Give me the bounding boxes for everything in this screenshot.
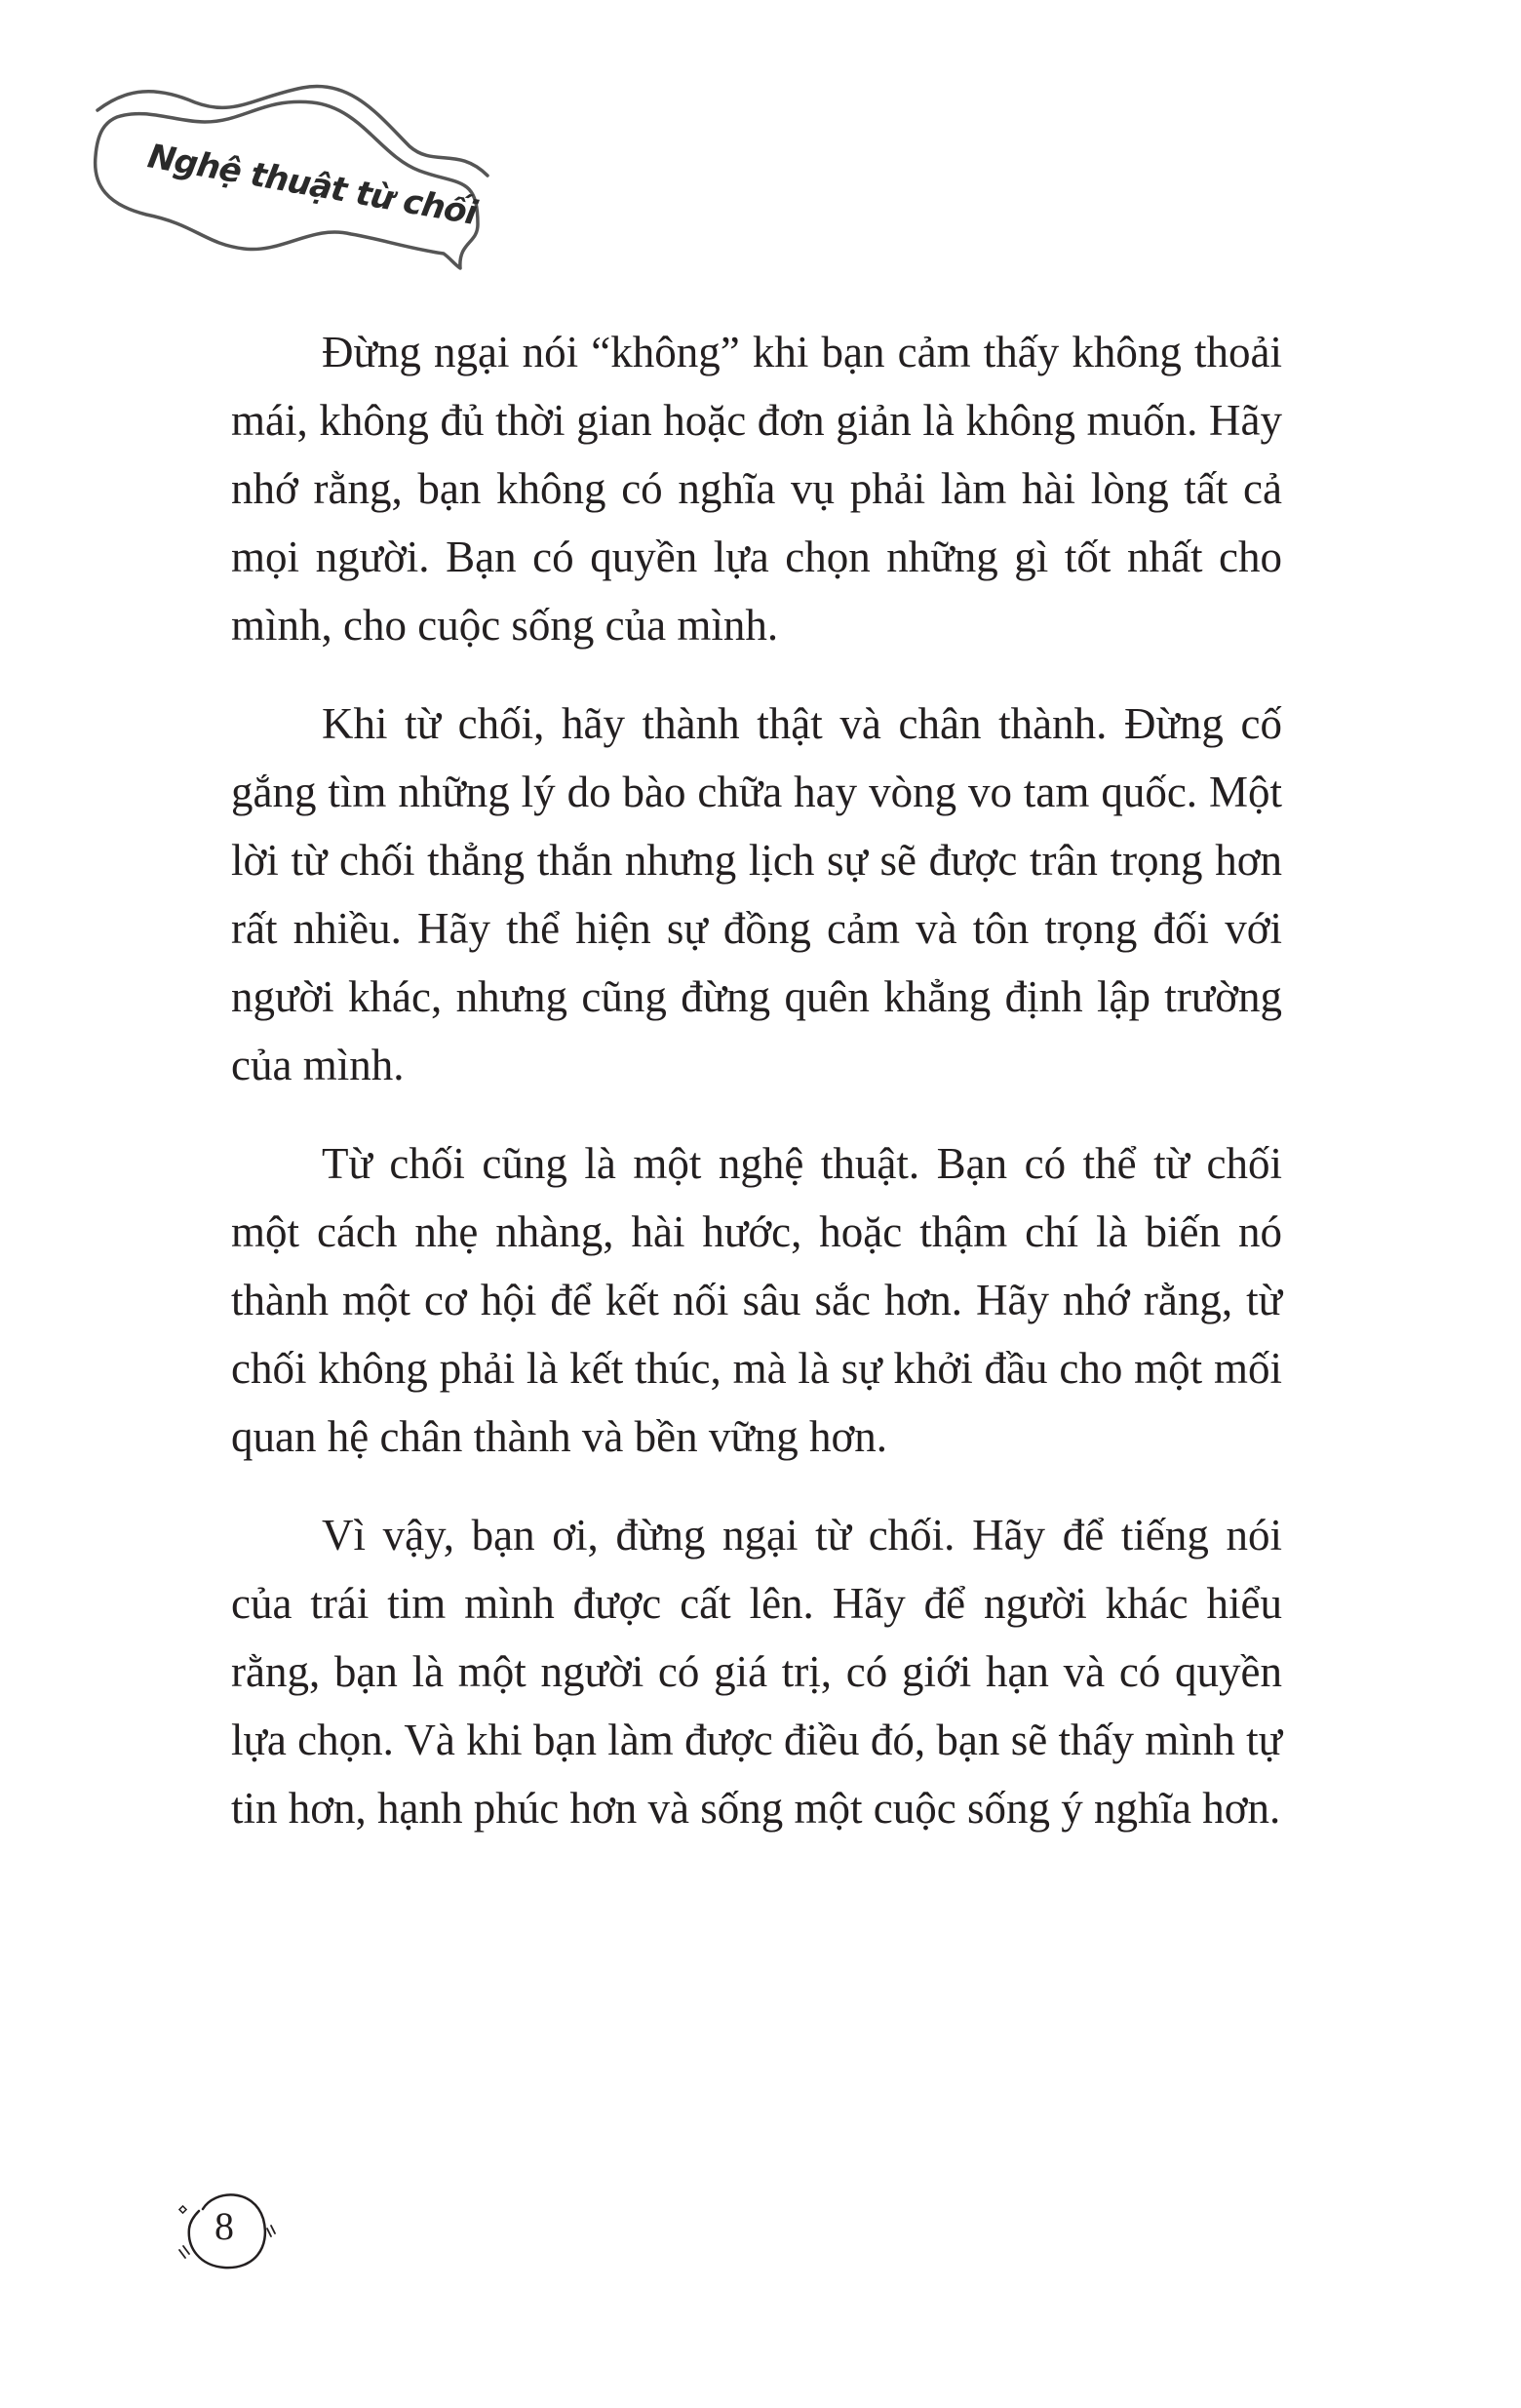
page-number-text: 8 bbox=[214, 2204, 234, 2248]
paragraph: Vì vậy, bạn ơi, đừng ngại từ chối. Hãy để tiếng nói của trái tim mình được cất lên. Hãy để người khác hiểu rằng, bạn là một người có giá trị, có giới hạn và có quyền lựa chọn. Và khi bạn làm được điều đó, bạn sẽ thấy mình tự tin hơn, hạnh phúc hơn và sống một cuộc sống ý nghĩa hơn. bbox=[231, 1511, 1282, 1833]
paragraph: Đừng ngại nói “không” khi bạn cảm thấy không thoải mái, không đủ thời gian hoặc đơn giản là không muốn. Hãy nhớ rằng, bạn không có nghĩa vụ phải làm hài lòng tất cả mọi người. Bạn có quyền lựa chọn những gì tốt nhất cho mình, cho cuộc sống của mình. bbox=[231, 328, 1282, 650]
chapter-title: Nghệ thuật từ chối bbox=[144, 137, 480, 233]
page-number bbox=[166, 2180, 283, 2277]
chapter-header bbox=[88, 78, 497, 273]
body-text bbox=[231, 318, 1282, 1873]
paragraph: Khi từ chối, hãy thành thật và chân thành. Đừng cố gắng tìm những lý do bào chữa hay vòng vo tam quốc. Một lời từ chối thẳng thắn nhưng lịch sự sẽ được trân trọng hơn rất nhiều. Hãy thể hiện sự đồng cảm và tôn trọng đối với người khác, nhưng cũng đừng quên khẳng định lập trường của mình. bbox=[231, 699, 1282, 1089]
paragraph: Từ chối cũng là một nghệ thuật. Bạn có thể từ chối một cách nhẹ nhàng, hài hước, hoặc thậm chí là biến nó thành một cơ hội để kết nối sâu sắc hơn. Hãy nhớ rằng, từ chối không phải là kết thúc, mà là sự khởi đầu cho một mối quan hệ chân thành và bền vững hơn. bbox=[231, 1139, 1282, 1461]
